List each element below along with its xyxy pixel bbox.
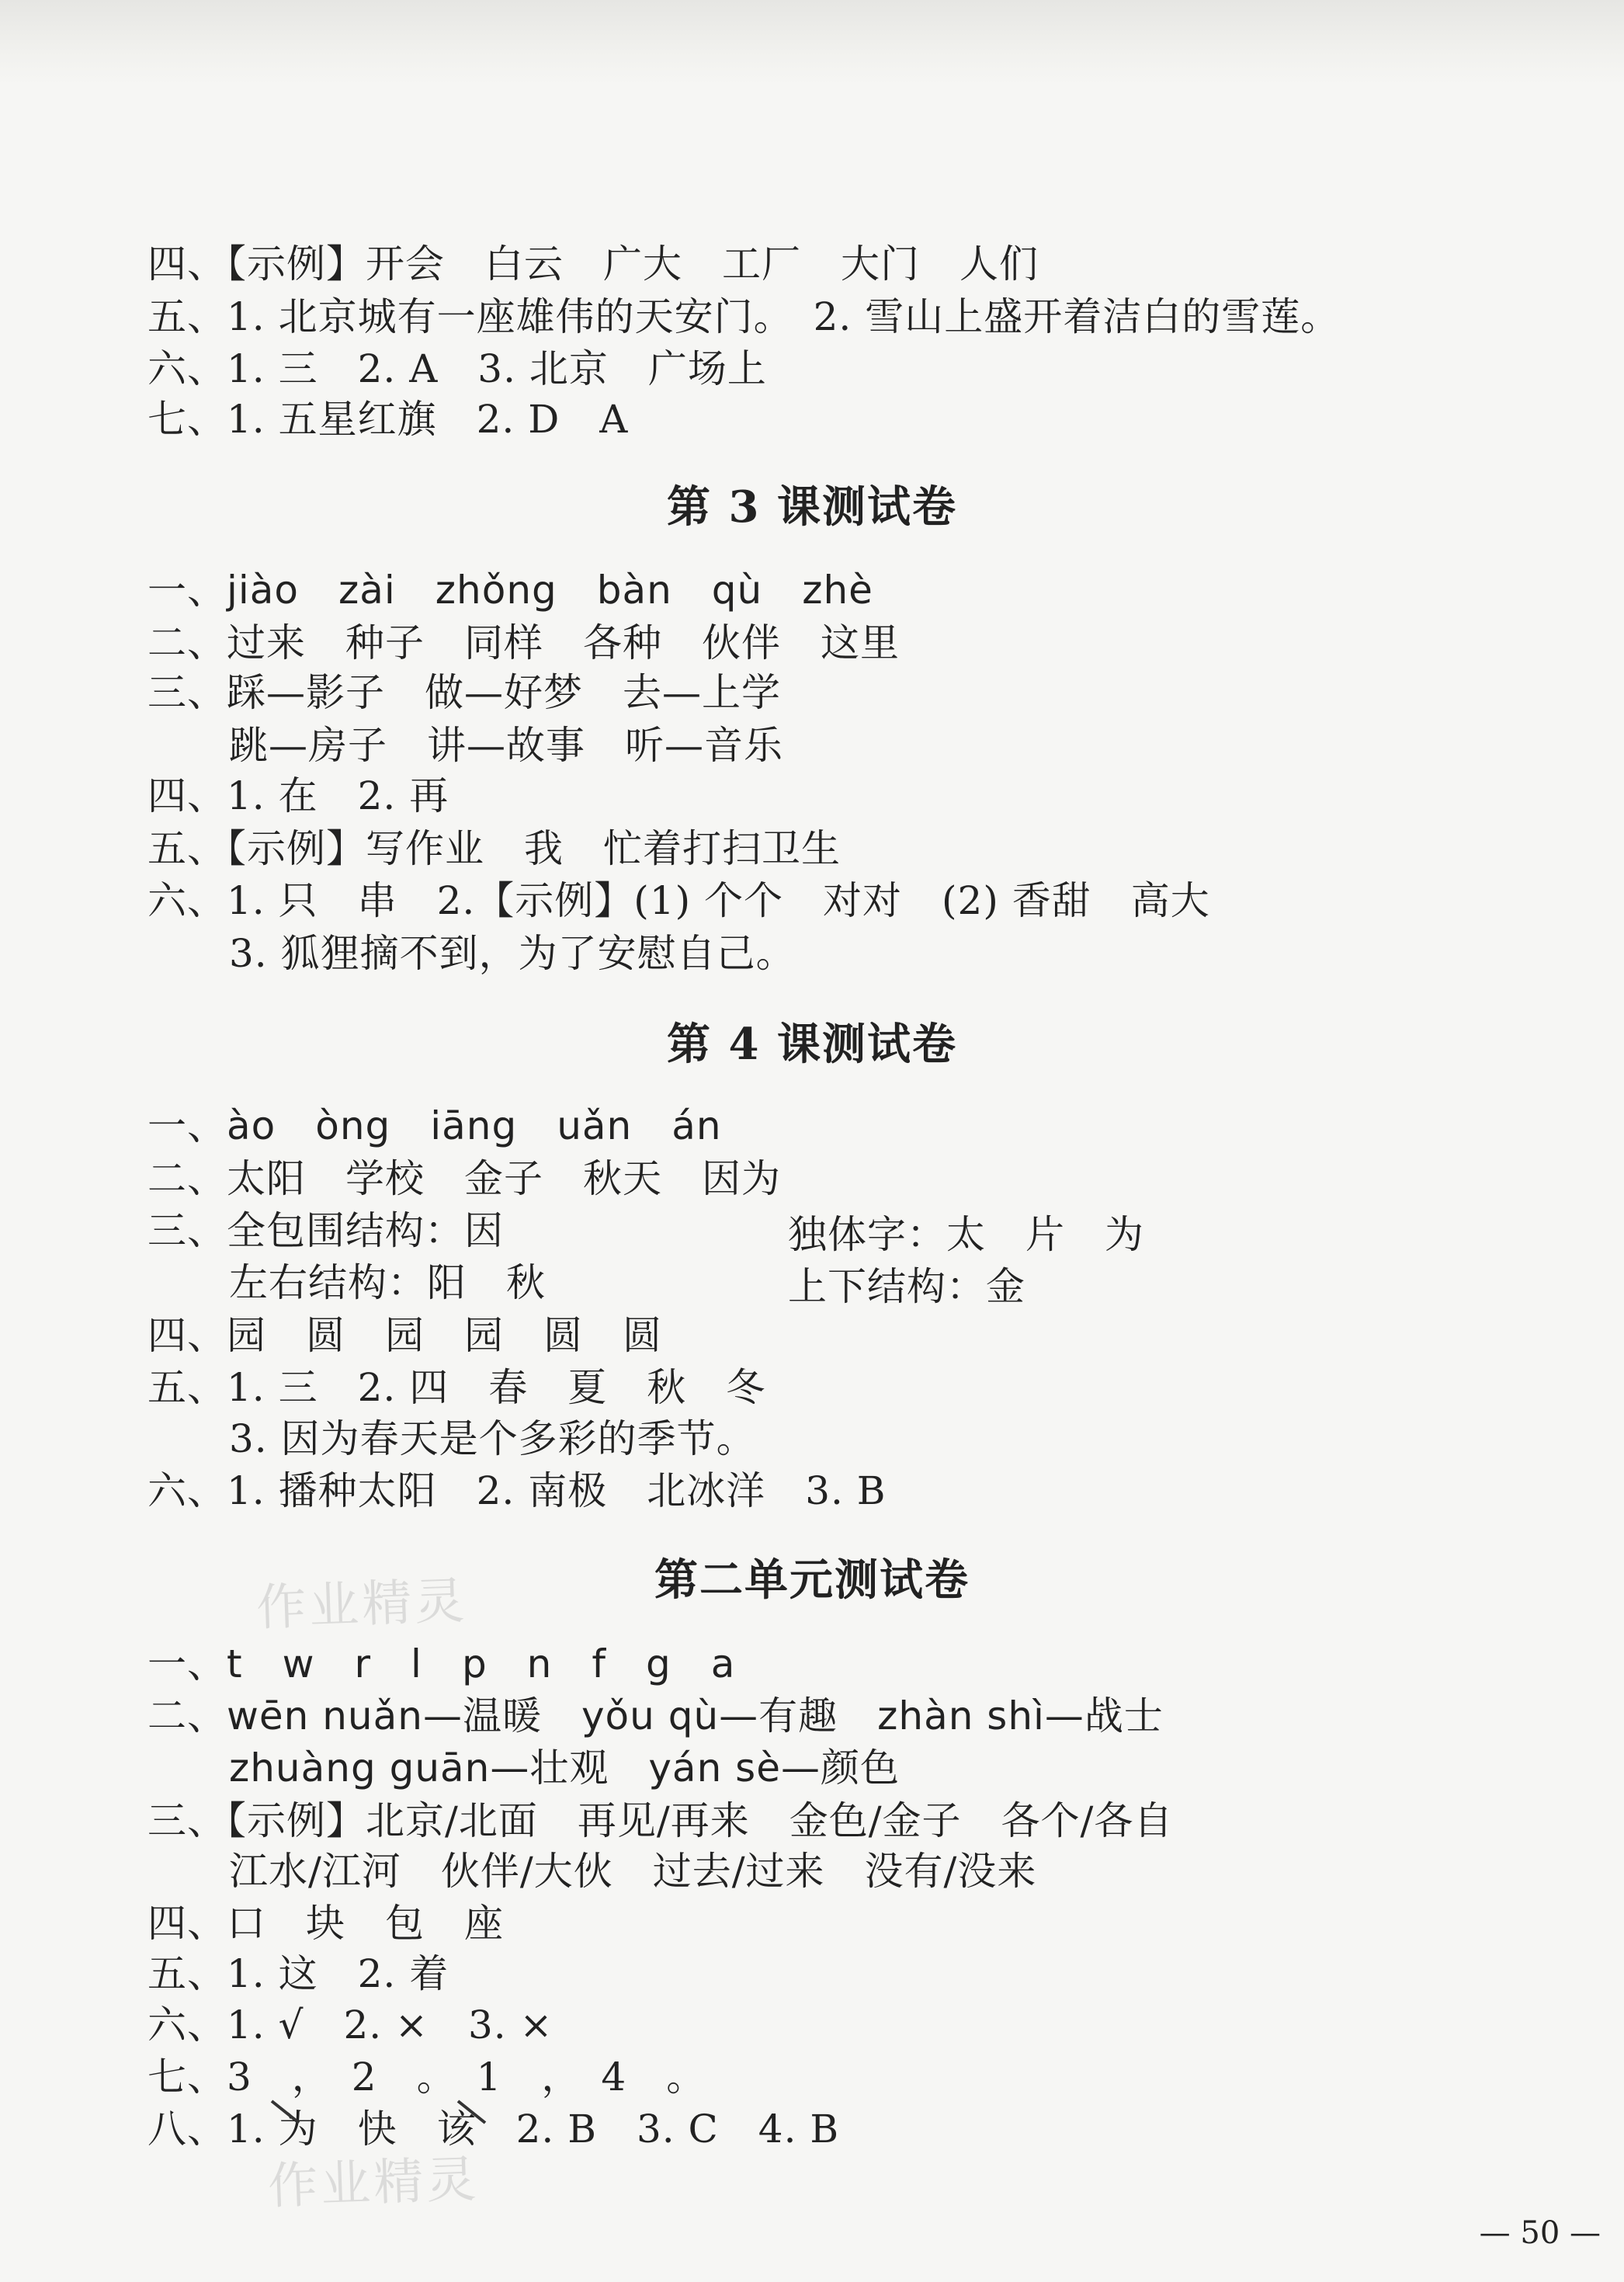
- answer-line: 四、园 圆 园 园 圆 圆: [147, 1313, 662, 1358]
- answer-line: 六、1. 播种太阳 2. 南极 北冰洋 3. B: [147, 1468, 887, 1513]
- answer-line: 四、1. 在 2. 再: [147, 773, 449, 818]
- answer-line: 三、全包围结构：因: [147, 1208, 504, 1253]
- section-title-unit2: 第二单元测试卷: [654, 1554, 970, 1606]
- section-title-lesson4: 第 4 课测试卷: [667, 1019, 957, 1070]
- answer-line: 五、1. 这 2. 着: [147, 1951, 449, 1996]
- answer-line: 3. 因为春天是个多彩的季节。: [229, 1416, 756, 1461]
- correction-marks: [264, 2096, 520, 2127]
- answer-line: 上下结构：金: [788, 1264, 1025, 1309]
- answer-line: 五、1. 北京城有一座雄伟的天安门。 2. 雪山上盛开着洁白的雪莲。: [147, 294, 1341, 339]
- answer-line: 六、1. 只 串 2.【示例】(1) 个个 对对 (2) 香甜 高大: [147, 878, 1210, 923]
- answer-line: 左右结构：阳 秋: [229, 1260, 546, 1305]
- answer-line: 二、太阳 学校 金子 秋天 因为: [147, 1156, 781, 1201]
- answer-line: zhuàng guān—壮观 yán sè—颜色: [229, 1745, 900, 1791]
- answer-line: 一、jiào zài zhǒng bàn qù zhè: [147, 568, 873, 613]
- page-number: — 50 —: [1479, 2215, 1601, 2251]
- answer-line: 跳—房子 讲—故事 听—音乐: [229, 723, 783, 768]
- answer-line: 四、【示例】开会 白云 广大 工厂 大门 人们: [147, 241, 1039, 287]
- answer-line: 江水/江河 伙伴/大伙 过去/过来 没有/没来: [229, 1849, 1037, 1894]
- answer-line: 六、1. 三 2. A 3. 北京 广场上: [147, 346, 767, 391]
- answer-line: 四、口 块 包 座: [147, 1901, 504, 1946]
- answer-line: 一、ào òng iāng uǎn án: [147, 1103, 722, 1148]
- answer-line: 六、1. √ 2. × 3. ×: [147, 2002, 553, 2048]
- answer-line: 3. 狐狸摘不到，为了安慰自己。: [229, 931, 796, 976]
- answer-line: 七、1. 五星红旗 2. D A: [147, 397, 629, 442]
- answer-line: 三、踩—影子 做—好梦 去—上学: [147, 670, 781, 715]
- watermark-logo: 作业精灵: [255, 1572, 469, 1638]
- answer-line: 五、1. 三 2. 四 春 夏 秋 冬: [147, 1365, 766, 1410]
- answer-line: 二、wēn nuǎn—温暖 yǒu qù—有趣 zhàn shì—战士: [147, 1693, 1164, 1738]
- answer-line: 三、【示例】北京/北面 再见/再来 金色/金子 各个/各自: [147, 1798, 1174, 1843]
- section-title-lesson3: 第 3 课测试卷: [667, 481, 957, 533]
- answer-line: 一、t w r l p n f g a: [147, 1641, 736, 1686]
- answer-line: 独体字：太 片 为: [788, 1212, 1144, 1257]
- answer-line: 八、1. 为 快 该 2. B 3. C 4. B: [147, 2107, 840, 2152]
- answer-line: 七、3 ， 2 。 1 ， 4 。: [147, 2054, 706, 2100]
- answer-line: 五、【示例】写作业 我 忙着打扫卫生: [147, 826, 841, 871]
- answer-line: 二、过来 种子 同样 各种 伙伴 这里: [147, 620, 900, 665]
- watermark-logo: 作业精灵: [267, 2151, 481, 2216]
